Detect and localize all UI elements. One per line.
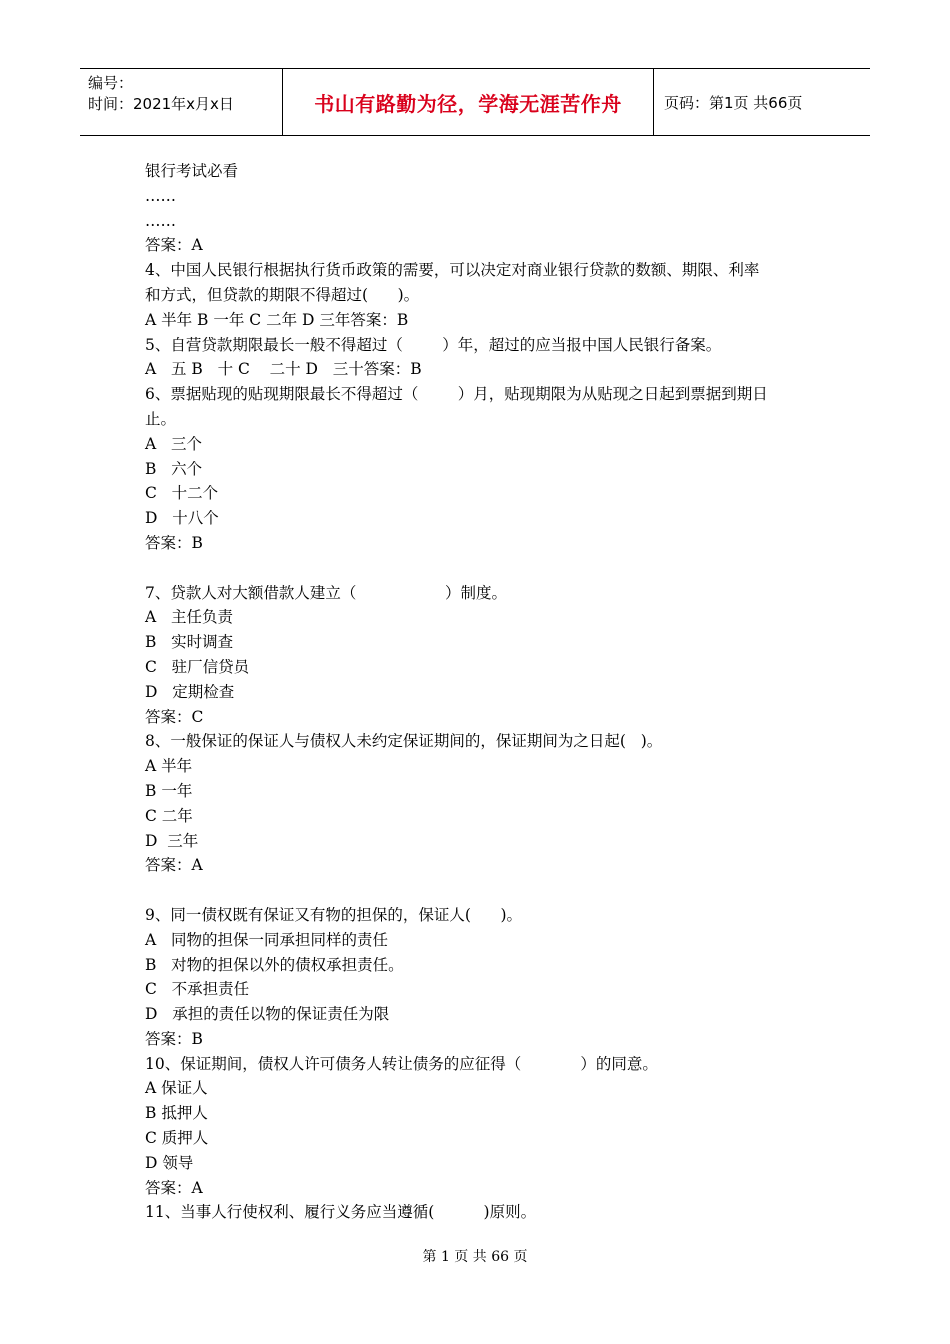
body-line: 4、中国人民银行根据执行货币政策的需要，可以决定对商业银行贷款的数额、期限、利率 xyxy=(145,261,760,280)
document-body xyxy=(145,159,815,1225)
header-page-number: 页码：第1页 共66页 xyxy=(664,93,803,112)
body-line: 9、同一债权既有保证又有物的担保的，保证人( )。 xyxy=(145,905,523,924)
header-page-info xyxy=(654,69,870,135)
body-line: A 保证人 xyxy=(145,1079,208,1098)
body-line: A 五 B 十 C 二十 D 三十答案：B xyxy=(145,360,422,379)
body-line: D 定期检查 xyxy=(145,682,235,701)
body-line: A 主任负责 xyxy=(145,608,233,627)
body-line: 答案：A xyxy=(145,236,203,255)
body-line: B 抵押人 xyxy=(145,1104,208,1123)
body-line: C 十二个 xyxy=(145,484,219,503)
body-line: …… xyxy=(145,186,176,205)
body-line: A 同物的担保一同承担同样的责任 xyxy=(145,930,388,949)
document-time-label: 时间：2021年x月x日 xyxy=(88,95,234,113)
body-line: C 驻厂信贷员 xyxy=(145,657,250,676)
body-line: 答案：A xyxy=(145,1178,203,1197)
body-line: D 领导 xyxy=(145,1153,194,1172)
body-line: B 六个 xyxy=(145,459,203,478)
header-motto-cell xyxy=(282,69,654,135)
body-line: 5、自营贷款期限最长一般不得超过（ ）年，超过的应当报中国人民银行备案。 xyxy=(145,335,722,354)
header-meta xyxy=(80,69,282,135)
body-line xyxy=(145,556,815,581)
body-line: 7、贷款人对大额借款人建立（ ）制度。 xyxy=(145,583,508,602)
body-line: D 三年 xyxy=(145,831,199,850)
body-line: 8、一般保证的保证人与债权人未约定保证期间的，保证期间为之日起( )。 xyxy=(145,732,663,751)
footer-page-number: 第 1 页 共 66 页 xyxy=(422,1249,528,1265)
body-line: …… xyxy=(145,211,176,230)
body-line: 答案：C xyxy=(145,707,204,726)
body-line: A 半年 B 一年 C 二年 D 三年答案：B xyxy=(145,310,409,329)
page-header xyxy=(80,68,870,136)
body-line: C 二年 xyxy=(145,806,193,825)
body-line: 和方式，但贷款的期限不得超过( )。 xyxy=(145,285,420,304)
body-line: C 质押人 xyxy=(145,1129,209,1148)
body-line: B 实时调查 xyxy=(145,633,234,652)
body-line: 10、保证期间，债权人许可债务人转让债务的应征得（ ）的同意。 xyxy=(145,1054,658,1073)
body-line: 6、票据贴现的贴现期限最长不得超过（ ）月，贴现期限为从贴现之日起到票据到期日 xyxy=(145,385,768,404)
document-number-label: 编号： xyxy=(88,74,134,92)
body-line: 11、当事人行使权利、履行义务应当遵循( )原则。 xyxy=(145,1203,537,1222)
body-line: 答案：B xyxy=(145,1029,203,1048)
body-line: C 不承担责任 xyxy=(145,980,250,999)
page-footer xyxy=(0,1246,950,1266)
body-line: 答案：A xyxy=(145,856,203,875)
body-line: 答案：B xyxy=(145,533,203,552)
body-line: 银行考试必看 xyxy=(145,162,239,180)
body-line: B 一年 xyxy=(145,781,193,800)
body-line: D 承担的责任以物的保证责任为限 xyxy=(145,1005,390,1024)
body-line: D 十八个 xyxy=(145,509,219,528)
body-line: A 三个 xyxy=(145,434,202,453)
body-line: 止。 xyxy=(145,409,177,428)
body-line xyxy=(145,878,815,903)
body-line: B 对物的担保以外的债权承担责任。 xyxy=(145,955,404,974)
header-motto: 书山有路勤为径，学海无涯苦作舟 xyxy=(314,91,622,116)
body-line: A 半年 xyxy=(145,757,193,776)
